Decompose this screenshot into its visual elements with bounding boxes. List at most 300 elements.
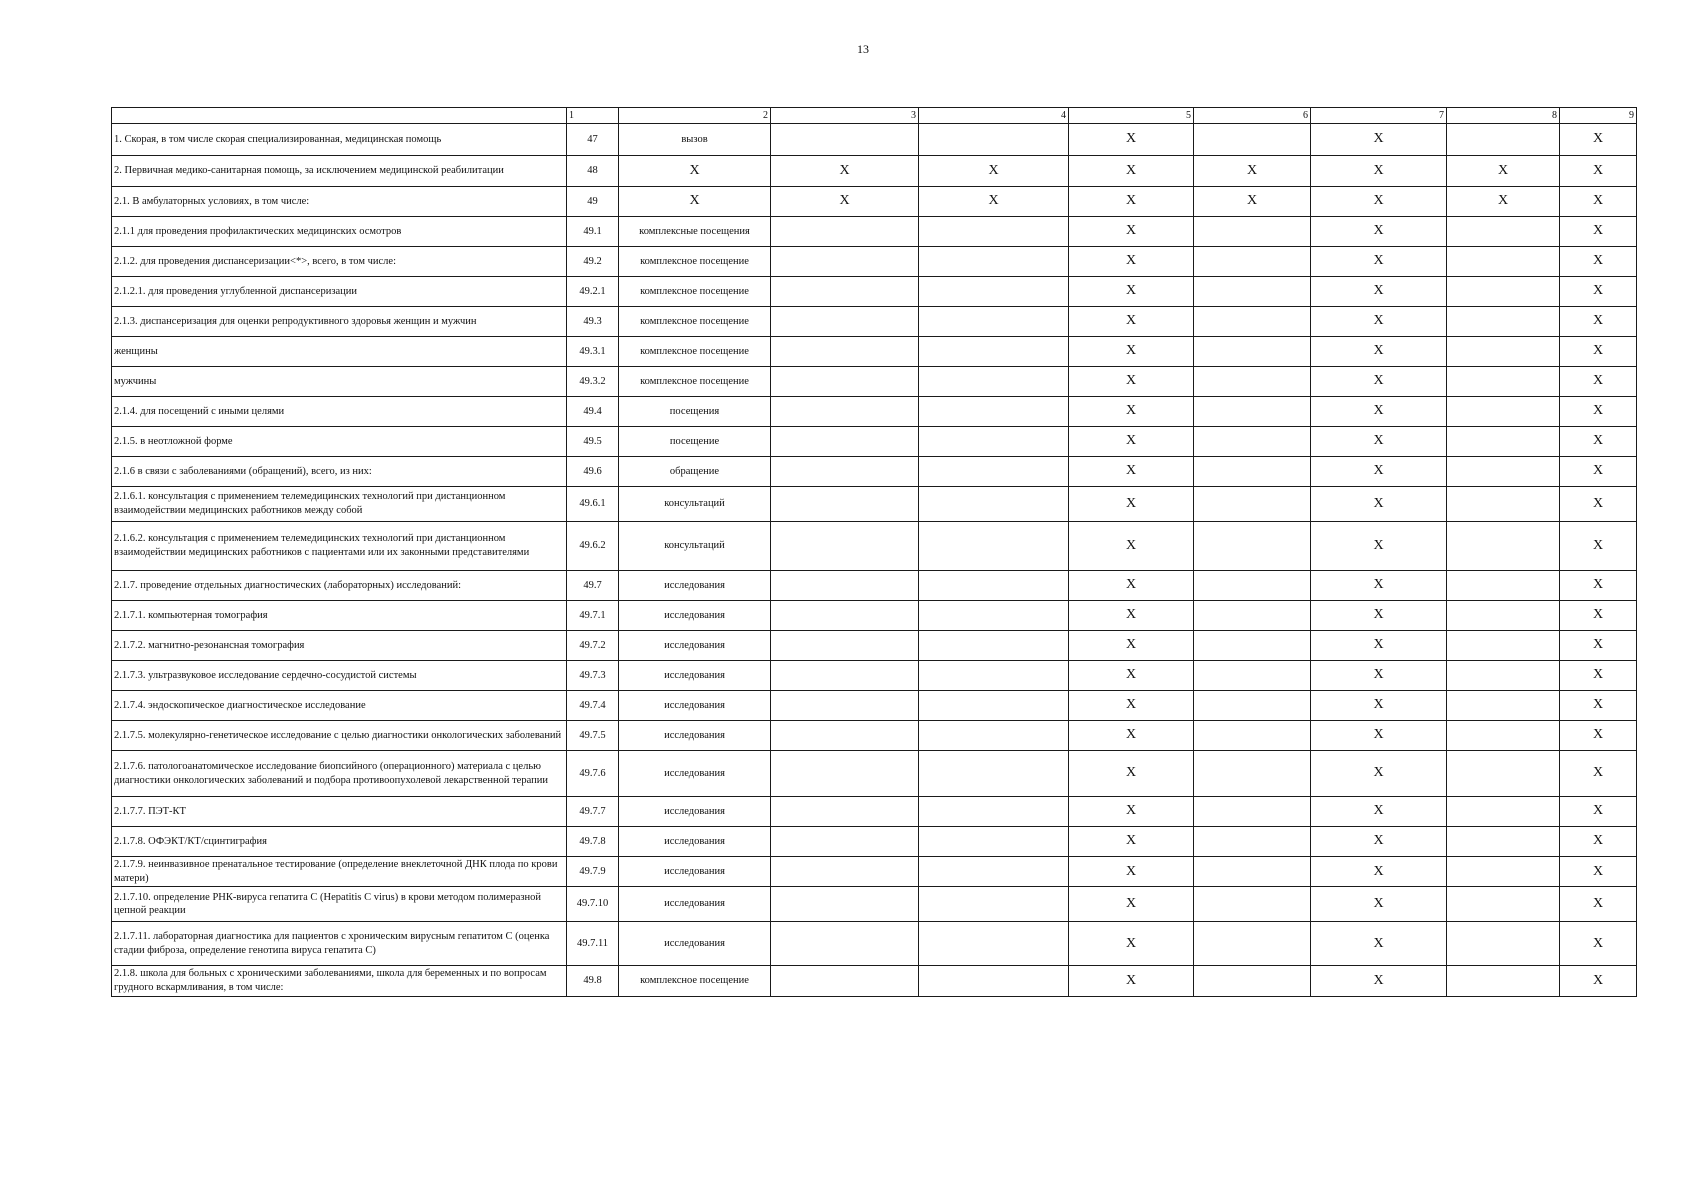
cell-col-9: X <box>1560 966 1637 996</box>
cell-col-7: X <box>1311 307 1447 337</box>
cell-col-7: X <box>1311 721 1447 751</box>
cell-col-6 <box>1194 277 1311 307</box>
cell-col-3 <box>771 522 919 571</box>
cell-col-6 <box>1194 247 1311 277</box>
row-unit: вызов <box>619 124 771 156</box>
cell-col-4 <box>919 367 1069 397</box>
cell-col-4 <box>919 966 1069 996</box>
cell-col-8 <box>1447 457 1560 487</box>
cell-col-7: X <box>1311 966 1447 996</box>
cell-col-6 <box>1194 966 1311 996</box>
cell-col-9: X <box>1560 721 1637 751</box>
cell-col-7: X <box>1311 397 1447 427</box>
cell-col-4 <box>919 857 1069 887</box>
cell-col-6 <box>1194 217 1311 247</box>
row-name: 2.1.7.4. эндоскопическое диагностическое исследование <box>112 691 567 721</box>
row-name: 2.1.5. в неотложной форме <box>112 427 567 457</box>
cell-col-8 <box>1447 966 1560 996</box>
row-name: 2.1.6 в связи с заболеваниями (обращений), всего, из них: <box>112 457 567 487</box>
cell-col-3: X <box>771 156 919 187</box>
table-row <box>112 661 1637 691</box>
row-code: 49.7.9 <box>567 857 619 887</box>
cell-col-6 <box>1194 124 1311 156</box>
cell-col-7: X <box>1311 857 1447 887</box>
cell-col-5: X <box>1069 124 1194 156</box>
cell-col-9: X <box>1560 277 1637 307</box>
row-unit: исследования <box>619 661 771 691</box>
table-row <box>112 337 1637 367</box>
cell-col-9: X <box>1560 187 1637 217</box>
header-cell: 9 <box>1560 108 1637 124</box>
cell-col-6 <box>1194 721 1311 751</box>
row-code: 49.1 <box>567 217 619 247</box>
cell-col-5: X <box>1069 691 1194 721</box>
cell-col-3 <box>771 827 919 857</box>
cell-col-6 <box>1194 661 1311 691</box>
cell-col-5: X <box>1069 156 1194 187</box>
cell-col-6 <box>1194 427 1311 457</box>
row-code: 49.7.4 <box>567 691 619 721</box>
cell-col-4: X <box>919 187 1069 217</box>
cell-col-4: X <box>919 156 1069 187</box>
row-name: 1. Скорая, в том числе скорая специализированная, медицинская помощь <box>112 124 567 156</box>
cell-col-6 <box>1194 631 1311 661</box>
cell-col-9: X <box>1560 797 1637 827</box>
row-name: 2.1.8. школа для больных с хроническими заболеваниями, школа для беременных и по вопросам грудного вскармливания, в том числе: <box>112 966 567 996</box>
cell-col-4 <box>919 887 1069 922</box>
cell-col-7: X <box>1311 427 1447 457</box>
cell-col-3 <box>771 277 919 307</box>
cell-col-3 <box>771 307 919 337</box>
row-name: женщины <box>112 337 567 367</box>
cell-col-5: X <box>1069 827 1194 857</box>
cell-col-6 <box>1194 601 1311 631</box>
row-unit: исследования <box>619 751 771 797</box>
cell-col-6 <box>1194 797 1311 827</box>
row-name: 2.1.1 для проведения профилактических медицинских осмотров <box>112 217 567 247</box>
cell-col-6 <box>1194 751 1311 797</box>
cell-col-7: X <box>1311 247 1447 277</box>
cell-col-6 <box>1194 522 1311 571</box>
cell-col-8 <box>1447 827 1560 857</box>
row-unit: консультаций <box>619 487 771 522</box>
row-name: 2.1.7.7. ПЭТ-КТ <box>112 797 567 827</box>
cell-col-9: X <box>1560 487 1637 522</box>
row-unit: посещения <box>619 397 771 427</box>
cell-col-8 <box>1447 857 1560 887</box>
cell-col-5: X <box>1069 857 1194 887</box>
row-name: 2.1.7.6. патологоанатомическое исследование биопсийного (операционного) материала с целью диагностики онкологических заболеваний и подбора противоопухолевой лекарственной терапии <box>112 751 567 797</box>
cell-col-6 <box>1194 827 1311 857</box>
cell-col-9: X <box>1560 887 1637 922</box>
row-code: 49 <box>567 187 619 217</box>
header-cell <box>112 108 567 124</box>
cell-col-5: X <box>1069 397 1194 427</box>
table-row <box>112 966 1637 996</box>
cell-col-4 <box>919 487 1069 522</box>
cell-col-7: X <box>1311 922 1447 966</box>
row-unit: посещение <box>619 427 771 457</box>
row-code: 47 <box>567 124 619 156</box>
cell-col-7: X <box>1311 691 1447 721</box>
header-cell: 5 <box>1069 108 1194 124</box>
cell-col-9: X <box>1560 457 1637 487</box>
row-code: 49.7.7 <box>567 797 619 827</box>
table-row <box>112 827 1637 857</box>
cell-col-9: X <box>1560 857 1637 887</box>
row-code: 49.7.1 <box>567 601 619 631</box>
cell-col-4 <box>919 691 1069 721</box>
row-unit: консультаций <box>619 522 771 571</box>
row-name: 2.1.2.1. для проведения углубленной диспансеризации <box>112 277 567 307</box>
row-code: 49.5 <box>567 427 619 457</box>
table-row <box>112 922 1637 966</box>
cell-col-6 <box>1194 337 1311 367</box>
row-name: 2.1.7.11. лабораторная диагностика для пациентов с хроническим вирусным гепатитом C (оценка стадии фиброза, определение генотипа вируса гепатита C) <box>112 922 567 966</box>
row-code: 49.7.11 <box>567 922 619 966</box>
cell-col-8 <box>1447 601 1560 631</box>
table-row <box>112 367 1637 397</box>
row-unit: комплексное посещение <box>619 337 771 367</box>
cell-col-3 <box>771 631 919 661</box>
cell-col-8 <box>1447 522 1560 571</box>
cell-col-7: X <box>1311 631 1447 661</box>
row-code: 49.7.2 <box>567 631 619 661</box>
cell-col-7: X <box>1311 887 1447 922</box>
row-code: 49.7.5 <box>567 721 619 751</box>
cell-col-5: X <box>1069 217 1194 247</box>
cell-col-5: X <box>1069 307 1194 337</box>
cell-col-4 <box>919 457 1069 487</box>
cell-col-8 <box>1447 277 1560 307</box>
row-code: 49.8 <box>567 966 619 996</box>
cell-col-3 <box>771 427 919 457</box>
cell-col-8 <box>1447 487 1560 522</box>
cell-col-7: X <box>1311 487 1447 522</box>
cell-col-5: X <box>1069 522 1194 571</box>
cell-col-7: X <box>1311 661 1447 691</box>
row-unit: комплексное посещение <box>619 277 771 307</box>
cell-col-8 <box>1447 691 1560 721</box>
cell-col-3: X <box>771 187 919 217</box>
cell-col-7: X <box>1311 457 1447 487</box>
cell-col-9: X <box>1560 337 1637 367</box>
cell-col-3 <box>771 887 919 922</box>
cell-col-3 <box>771 217 919 247</box>
cell-col-4 <box>919 217 1069 247</box>
cell-col-6 <box>1194 571 1311 601</box>
header-row <box>112 108 1637 124</box>
row-unit: исследования <box>619 631 771 661</box>
cell-col-6 <box>1194 691 1311 721</box>
cell-col-4 <box>919 124 1069 156</box>
cell-col-9: X <box>1560 922 1637 966</box>
row-name: 2.1.7.9. неинвазивное пренатальное тестирование (определение внеклеточной ДНК плода по крови матери) <box>112 857 567 887</box>
cell-col-8: X <box>1447 156 1560 187</box>
cell-col-7: X <box>1311 124 1447 156</box>
cell-col-9: X <box>1560 124 1637 156</box>
cell-col-9: X <box>1560 661 1637 691</box>
cell-col-4 <box>919 922 1069 966</box>
row-unit: исследования <box>619 827 771 857</box>
row-code: 49.7.10 <box>567 887 619 922</box>
row-code: 49.6.2 <box>567 522 619 571</box>
row-unit: исследования <box>619 887 771 922</box>
cell-col-6 <box>1194 457 1311 487</box>
cell-col-8 <box>1447 367 1560 397</box>
cell-col-6: X <box>1194 187 1311 217</box>
row-name: 2.1.3. диспансеризация для оценки репродуктивного здоровья женщин и мужчин <box>112 307 567 337</box>
row-code: 49.7 <box>567 571 619 601</box>
cell-col-5: X <box>1069 487 1194 522</box>
cell-col-7: X <box>1311 797 1447 827</box>
cell-col-5: X <box>1069 367 1194 397</box>
row-name: 2.1.6.1. консультация с применением телемедицинских технологий при дистанционном взаимодействии медицинских работников между собой <box>112 487 567 522</box>
row-name: 2.1. В амбулаторных условиях, в том числе: <box>112 187 567 217</box>
cell-col-7: X <box>1311 601 1447 631</box>
table-row <box>112 691 1637 721</box>
cell-col-7: X <box>1311 187 1447 217</box>
row-unit: X <box>619 187 771 217</box>
header-cell: 7 <box>1311 108 1447 124</box>
table-row <box>112 721 1637 751</box>
cell-col-9: X <box>1560 601 1637 631</box>
cell-col-5: X <box>1069 571 1194 601</box>
cell-col-3 <box>771 571 919 601</box>
header-cell: 1 <box>567 108 619 124</box>
table-row <box>112 601 1637 631</box>
row-code: 49.7.6 <box>567 751 619 797</box>
cell-col-4 <box>919 571 1069 601</box>
row-code: 49.6.1 <box>567 487 619 522</box>
cell-col-9: X <box>1560 367 1637 397</box>
cell-col-5: X <box>1069 797 1194 827</box>
row-unit: исследования <box>619 601 771 631</box>
table-row <box>112 487 1637 522</box>
cell-col-7: X <box>1311 337 1447 367</box>
row-code: 49.6 <box>567 457 619 487</box>
cell-col-6 <box>1194 887 1311 922</box>
row-name: 2.1.7. проведение отдельных диагностических (лабораторных) исследований: <box>112 571 567 601</box>
row-unit: исследования <box>619 797 771 827</box>
cell-col-9: X <box>1560 522 1637 571</box>
row-unit: комплексное посещение <box>619 307 771 337</box>
row-unit: исследования <box>619 857 771 887</box>
header-cell: 6 <box>1194 108 1311 124</box>
row-unit: исследования <box>619 922 771 966</box>
cell-col-5: X <box>1069 751 1194 797</box>
header-cell: 8 <box>1447 108 1560 124</box>
row-unit: комплексные посещения <box>619 217 771 247</box>
cell-col-9: X <box>1560 571 1637 601</box>
cell-col-8: X <box>1447 187 1560 217</box>
cell-col-3 <box>771 922 919 966</box>
cell-col-3 <box>771 721 919 751</box>
cell-col-6 <box>1194 487 1311 522</box>
row-name: 2.1.7.5. молекулярно-генетическое исследование с целью диагностики онкологических заболеваний <box>112 721 567 751</box>
cell-col-8 <box>1447 307 1560 337</box>
cell-col-7: X <box>1311 156 1447 187</box>
row-unit: X <box>619 156 771 187</box>
cell-col-9: X <box>1560 427 1637 457</box>
cell-col-4 <box>919 337 1069 367</box>
cell-col-8 <box>1447 631 1560 661</box>
table-row <box>112 156 1637 187</box>
cell-col-4 <box>919 277 1069 307</box>
cell-col-5: X <box>1069 661 1194 691</box>
cell-col-8 <box>1447 337 1560 367</box>
cell-col-4 <box>919 427 1069 457</box>
cell-col-4 <box>919 797 1069 827</box>
table-row <box>112 631 1637 661</box>
cell-col-3 <box>771 124 919 156</box>
cell-col-4 <box>919 661 1069 691</box>
cell-col-3 <box>771 337 919 367</box>
cell-col-9: X <box>1560 217 1637 247</box>
cell-col-3 <box>771 367 919 397</box>
cell-col-5: X <box>1069 887 1194 922</box>
row-code: 49.3 <box>567 307 619 337</box>
table-row <box>112 217 1637 247</box>
services-table <box>111 107 1637 997</box>
cell-col-7: X <box>1311 571 1447 601</box>
table-row <box>112 571 1637 601</box>
cell-col-6 <box>1194 367 1311 397</box>
row-code: 49.2 <box>567 247 619 277</box>
row-name: мужчины <box>112 367 567 397</box>
cell-col-5: X <box>1069 721 1194 751</box>
cell-col-8 <box>1447 247 1560 277</box>
cell-col-3 <box>771 397 919 427</box>
cell-col-9: X <box>1560 397 1637 427</box>
cell-col-6 <box>1194 922 1311 966</box>
cell-col-8 <box>1447 721 1560 751</box>
cell-col-4 <box>919 751 1069 797</box>
row-name: 2.1.4. для посещений с иными целями <box>112 397 567 427</box>
cell-col-8 <box>1447 124 1560 156</box>
cell-col-6 <box>1194 307 1311 337</box>
row-code: 49.3.1 <box>567 337 619 367</box>
cell-col-6 <box>1194 397 1311 427</box>
table-row <box>112 307 1637 337</box>
cell-col-5: X <box>1069 187 1194 217</box>
cell-col-7: X <box>1311 277 1447 307</box>
cell-col-8 <box>1447 887 1560 922</box>
row-name: 2.1.7.10. определение РНК-вируса гепатита C (Hepatitis C virus) в крови методом полимеразной цепной реакции <box>112 887 567 922</box>
table-row <box>112 751 1637 797</box>
cell-col-7: X <box>1311 522 1447 571</box>
table-row <box>112 797 1637 827</box>
cell-col-8 <box>1447 571 1560 601</box>
cell-col-6 <box>1194 857 1311 887</box>
table-row <box>112 427 1637 457</box>
row-code: 49.7.3 <box>567 661 619 691</box>
cell-col-4 <box>919 307 1069 337</box>
cell-col-4 <box>919 631 1069 661</box>
cell-col-7: X <box>1311 217 1447 247</box>
row-unit: комплексное посещение <box>619 367 771 397</box>
header-cell: 3 <box>771 108 919 124</box>
page-number: 13 <box>857 42 869 56</box>
cell-col-3 <box>771 797 919 827</box>
cell-col-9: X <box>1560 631 1637 661</box>
cell-col-3 <box>771 966 919 996</box>
table-row <box>112 277 1637 307</box>
cell-col-9: X <box>1560 827 1637 857</box>
row-code: 49.3.2 <box>567 367 619 397</box>
row-name: 2.1.7.8. ОФЭКТ/КТ/сцинтиграфия <box>112 827 567 857</box>
cell-col-9: X <box>1560 751 1637 797</box>
cell-col-7: X <box>1311 367 1447 397</box>
cell-col-5: X <box>1069 457 1194 487</box>
cell-col-4 <box>919 827 1069 857</box>
cell-col-8 <box>1447 797 1560 827</box>
table-row <box>112 857 1637 887</box>
row-code: 48 <box>567 156 619 187</box>
cell-col-5: X <box>1069 337 1194 367</box>
table-row <box>112 247 1637 277</box>
cell-col-3 <box>771 691 919 721</box>
cell-col-3 <box>771 247 919 277</box>
cell-col-8 <box>1447 427 1560 457</box>
cell-col-9: X <box>1560 691 1637 721</box>
cell-col-9: X <box>1560 156 1637 187</box>
cell-col-5: X <box>1069 631 1194 661</box>
row-unit: комплексное посещение <box>619 247 771 277</box>
cell-col-7: X <box>1311 827 1447 857</box>
cell-col-3 <box>771 487 919 522</box>
row-unit: исследования <box>619 691 771 721</box>
table-row <box>112 124 1637 156</box>
row-name: 2.1.2. для проведения диспансеризации<*>, всего, в том числе: <box>112 247 567 277</box>
row-unit: исследования <box>619 721 771 751</box>
row-name: 2. Первичная медико-санитарная помощь, за исключением медицинской реабилитации <box>112 156 567 187</box>
cell-col-8 <box>1447 922 1560 966</box>
header-cell: 4 <box>919 108 1069 124</box>
cell-col-3 <box>771 457 919 487</box>
cell-col-5: X <box>1069 427 1194 457</box>
cell-col-9: X <box>1560 247 1637 277</box>
cell-col-8 <box>1447 751 1560 797</box>
row-name: 2.1.7.3. ультразвуковое исследование сердечно-сосудистой системы <box>112 661 567 691</box>
row-unit: исследования <box>619 571 771 601</box>
table-row <box>112 187 1637 217</box>
cell-col-3 <box>771 751 919 797</box>
table-row <box>112 397 1637 427</box>
cell-col-6: X <box>1194 156 1311 187</box>
cell-col-8 <box>1447 661 1560 691</box>
row-unit: комплексное посещение <box>619 966 771 996</box>
cell-col-4 <box>919 522 1069 571</box>
table-row <box>112 522 1637 571</box>
cell-col-8 <box>1447 217 1560 247</box>
row-code: 49.4 <box>567 397 619 427</box>
cell-col-8 <box>1447 397 1560 427</box>
cell-col-7: X <box>1311 751 1447 797</box>
cell-col-9: X <box>1560 307 1637 337</box>
cell-col-3 <box>771 661 919 691</box>
row-name: 2.1.7.1. компьютерная томография <box>112 601 567 631</box>
row-code: 49.2.1 <box>567 277 619 307</box>
cell-col-5: X <box>1069 922 1194 966</box>
cell-col-5: X <box>1069 277 1194 307</box>
cell-col-4 <box>919 601 1069 631</box>
cell-col-5: X <box>1069 966 1194 996</box>
cell-col-4 <box>919 721 1069 751</box>
row-name: 2.1.7.2. магнитно-резонансная томография <box>112 631 567 661</box>
row-unit: обращение <box>619 457 771 487</box>
table-row <box>112 887 1637 922</box>
